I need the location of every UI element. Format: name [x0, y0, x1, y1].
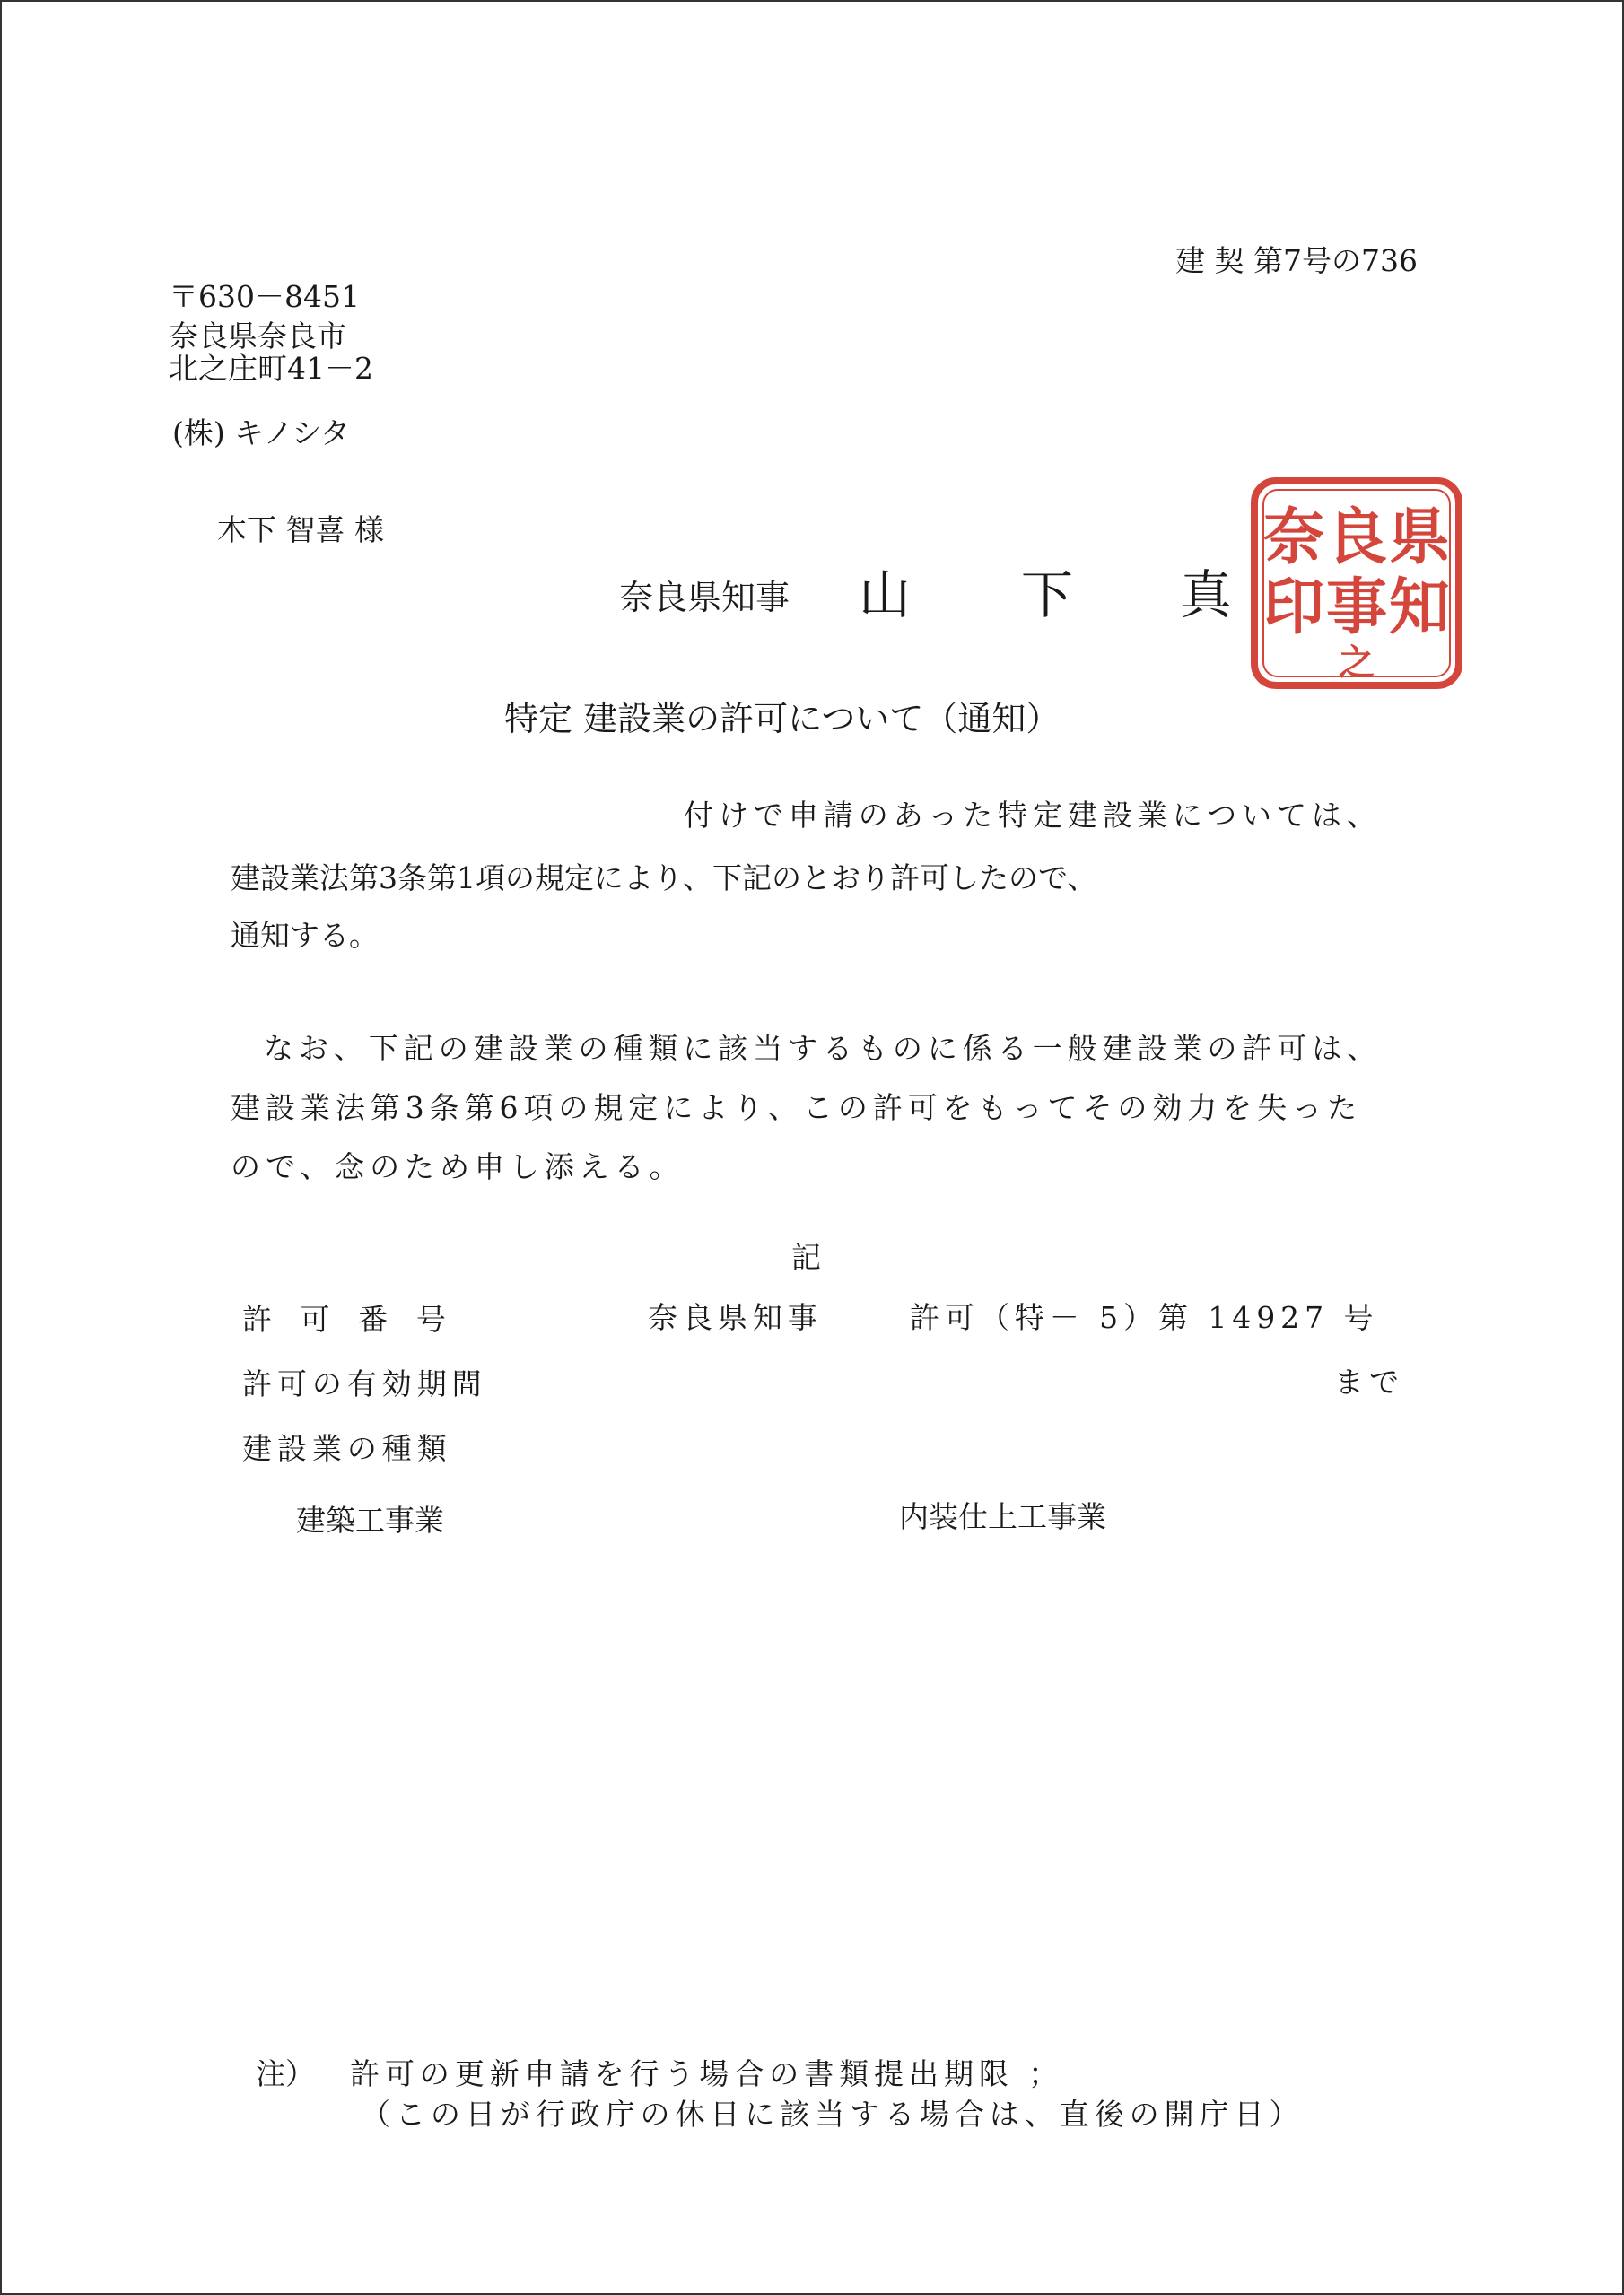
note-line1: 許可の更新申請を行う場合の書類提出期限 ； [350, 2056, 1064, 2091]
permit-number-value: 許可（特－ 5）第 14927 号 [910, 1300, 1379, 1335]
seal-char: 奈 [1262, 502, 1325, 573]
seal-char: 印 [1262, 572, 1325, 643]
sender-given-name: 真 [1180, 564, 1233, 625]
permit-number-label: 許 可 番 号 [242, 1302, 456, 1337]
body-paragraph1-line3: 通知する。 [231, 918, 379, 953]
seal-char: 県 [1388, 502, 1451, 573]
body-paragraph2-line3: ので、念のため申し添える。 [231, 1149, 685, 1184]
body-paragraph2-line1: なお、下記の建設業の種類に該当するものに係る一般建設業の許可は、 [264, 1031, 1383, 1066]
seal-char: 事 [1325, 572, 1388, 643]
construction-types-label: 建設業の種類 [242, 1431, 452, 1466]
construction-type-building: 建築工事業 [296, 1503, 444, 1538]
document-number: 建 契 第7号の736 [1175, 243, 1418, 278]
recipient-address-line2: 北之庄町41－2 [169, 351, 373, 386]
recipient-company: (株) キノシタ [172, 415, 350, 450]
note-label: 注） [256, 2056, 315, 2091]
sender-title: 奈良県知事 [619, 578, 790, 617]
permit-issuer: 奈良県知事 [648, 1300, 823, 1335]
construction-type-interior: 内装仕上工事業 [899, 1499, 1106, 1534]
seal-char: 知 [1388, 572, 1451, 643]
body-paragraph2-line2: 建設業法第3条第6項の規定により、この許可をもってその効力を失った [231, 1090, 1363, 1125]
body-paragraph1-line1: 付けで申請のあった特定建設業については、 [684, 798, 1382, 833]
subject-heading: 特定 建設業の許可について（通知） [504, 699, 1061, 738]
sender-surname: 山 下 [859, 564, 1121, 625]
recipient-name: 木下 智喜 様 [217, 512, 384, 547]
ki-heading: 記 [791, 1240, 821, 1275]
note-line2: （この日が行政庁の休日に該当する場合は、直後の開庁日） [361, 2097, 1305, 2132]
recipient-address-line1: 奈良県奈良市 [169, 319, 346, 353]
permit-period-label: 許可の有効期間 [242, 1366, 487, 1401]
body-paragraph1-line2: 建設業法第3条第1項の規定により、下記のとおり許可したので、 [231, 860, 1097, 895]
permit-period-end: まで [1334, 1365, 1404, 1400]
recipient-postal-code: 〒630－8451 [169, 279, 360, 314]
seal-char: 之 [1339, 641, 1375, 684]
official-seal-stamp [1249, 476, 1464, 691]
seal-char: 良 [1325, 502, 1388, 573]
